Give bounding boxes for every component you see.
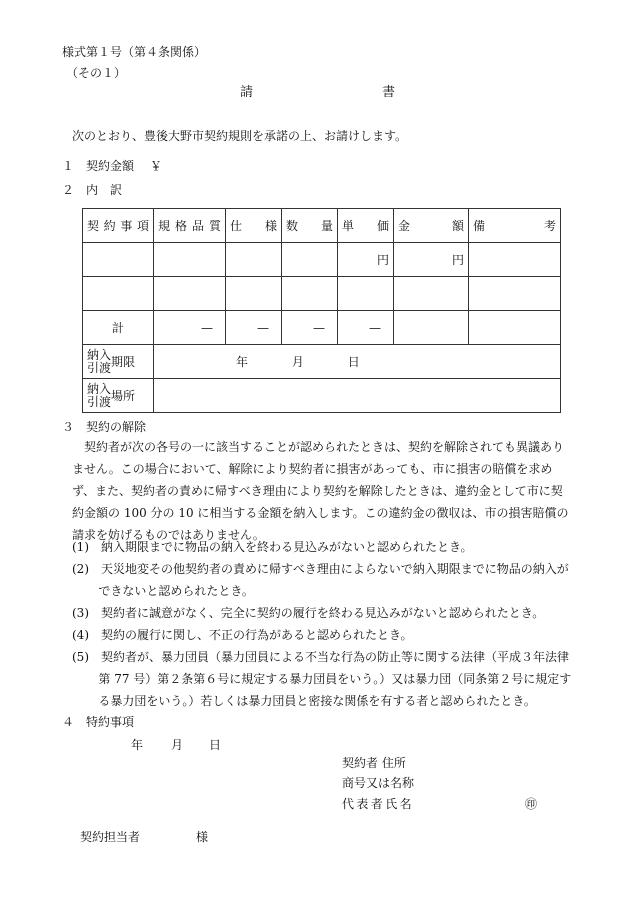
header-cell (282, 209, 338, 243)
section-1-number: １ (62, 159, 75, 173)
table-row (83, 243, 561, 277)
dash-mark: — (313, 320, 325, 335)
section-3-label: 契約の解除 (86, 420, 147, 434)
signer-company-label: 商号又は名称 (342, 776, 415, 790)
table-cell (83, 243, 154, 277)
list-item: (4) 契約の履行に関し、不正の行為があると認められたとき。 (72, 628, 413, 642)
header-cell (394, 209, 469, 243)
deadline-year: 年 (236, 355, 249, 369)
section-4-number: ４ (62, 715, 75, 729)
section-3-number: ３ (62, 420, 75, 434)
dash-mark: — (257, 320, 269, 335)
table-cell (282, 311, 338, 345)
staff-label: 契約担当者 (80, 830, 141, 844)
table-header-row (83, 209, 561, 243)
form-number: 様式第１号（第４条関係） (62, 45, 207, 59)
date-year: 年 (131, 738, 144, 752)
label-place: 場所 (111, 389, 136, 403)
table-cell (469, 311, 561, 345)
header-spec-quality: 規 格 品 質 (158, 219, 221, 233)
table-cell (469, 243, 561, 277)
intro-text: 次のとおり、豊後大野市契約規則を承諾の上、お請けします。 (72, 129, 408, 143)
seal-mark: ㊞ (525, 797, 538, 811)
unit-yen-label: 円 (376, 253, 389, 267)
label-delivery: 納入 (87, 347, 112, 362)
dash-mark: — (369, 320, 381, 335)
section-1-label: 契約金額 (86, 159, 135, 173)
staff-honorific: 様 (196, 830, 209, 844)
deadline-date-cell (154, 345, 561, 379)
section-2-number: ２ (62, 183, 75, 197)
list-item: (3) 契約者に誠意がなく、完全に契約の履行を終わる見込みがないと認められたとき。 (72, 606, 545, 620)
table-cell (338, 311, 394, 345)
header-cell (338, 209, 394, 243)
header-cell (83, 209, 154, 243)
list-item: (5) 契約者が、暴力団員（暴力団員による不当な行為の防止等に関する法律（平成３年法律第 77 号）第２条第６号に規定する暴力団員をいう。）又は暴力団（同条第２号に規定する暴力団をいう。）若しくは暴力団員と密接な関係を有する者と認められたとき。 (72, 650, 572, 708)
list-item: (2) 天災地変その他契約者の責めに帰すべき理由によらないで納入期限までに物品の納入ができないと認められたとき。 (72, 562, 569, 598)
delivery-place-row (83, 379, 561, 413)
termination-clause (72, 436, 572, 546)
termination-body: 契約者が次の各号の一に該当することが認められたときは、契約を解除されても異議ありません。この場合において、解除により契約者に損害があっても、市に損害の賠償を求めず、また、契約者の責めに帰すべき理由により契約を解除したときは、違約金として市に契約金額の 100 分の 10 に相当する金額を納入します。この違約金の徴収は、市の損害賠償の請求を妨げるものではありません。 (72, 440, 569, 542)
table-cell (83, 345, 154, 379)
header-cell (469, 209, 561, 243)
section-4-label: 特約事項 (86, 715, 135, 729)
yen-sign: ￥ (150, 159, 163, 173)
label-handover: 引渡 (87, 360, 112, 375)
table-cell (154, 277, 226, 311)
breakdown-table (82, 208, 561, 413)
header-unit-price: 単 価 (342, 219, 389, 233)
label-handover: 引渡 (87, 394, 112, 409)
table-cell (226, 243, 282, 277)
total-label: 計 (111, 321, 124, 335)
header-cell (226, 209, 282, 243)
table-cell (83, 311, 154, 345)
table-cell (394, 243, 469, 277)
sub-number: （その１） (66, 66, 127, 80)
delivery-deadline-row (83, 345, 561, 379)
amount-yen-label: 円 (451, 253, 464, 267)
deadline-month: 月 (291, 355, 304, 369)
table-cell (469, 277, 561, 311)
table-cell (394, 277, 469, 311)
label-deadline: 期限 (111, 355, 136, 369)
title-right-char: 書 (382, 85, 396, 100)
termination-items (72, 536, 572, 712)
table-cell (282, 243, 338, 277)
header-contract-item: 契 約 事 項 (87, 219, 149, 233)
table-cell (282, 277, 338, 311)
deadline-day: 日 (347, 355, 360, 369)
list-item: (1) 納入期限までに物品の納入を終わる見込みがないと認められたとき。 (72, 540, 473, 554)
table-cell (154, 243, 226, 277)
table-cell (83, 379, 154, 413)
date-month: 月 (171, 738, 184, 752)
date-day: 日 (209, 738, 222, 752)
header-spec: 仕 様 (230, 219, 277, 233)
title-left-char: 請 (240, 85, 254, 100)
place-cell (154, 379, 561, 413)
table-cell (226, 311, 282, 345)
header-quantity: 数 量 (286, 219, 333, 233)
table-row (83, 277, 561, 311)
section-2-label: 内 訳 (86, 183, 123, 197)
table-cell (83, 277, 154, 311)
table-cell (394, 311, 469, 345)
table-cell (338, 277, 394, 311)
total-row (83, 311, 561, 345)
table-cell (338, 243, 394, 277)
header-remarks: 備 考 (473, 219, 556, 233)
header-cell (154, 209, 226, 243)
signer-address-label: 契約者 住所 (342, 756, 406, 770)
table-cell (154, 311, 226, 345)
table-cell (226, 277, 282, 311)
label-delivery: 納入 (87, 381, 112, 396)
dash-mark: — (201, 320, 213, 335)
signer-representative-label: 代表者氏名 (342, 797, 415, 811)
header-amount: 金 額 (398, 219, 464, 233)
